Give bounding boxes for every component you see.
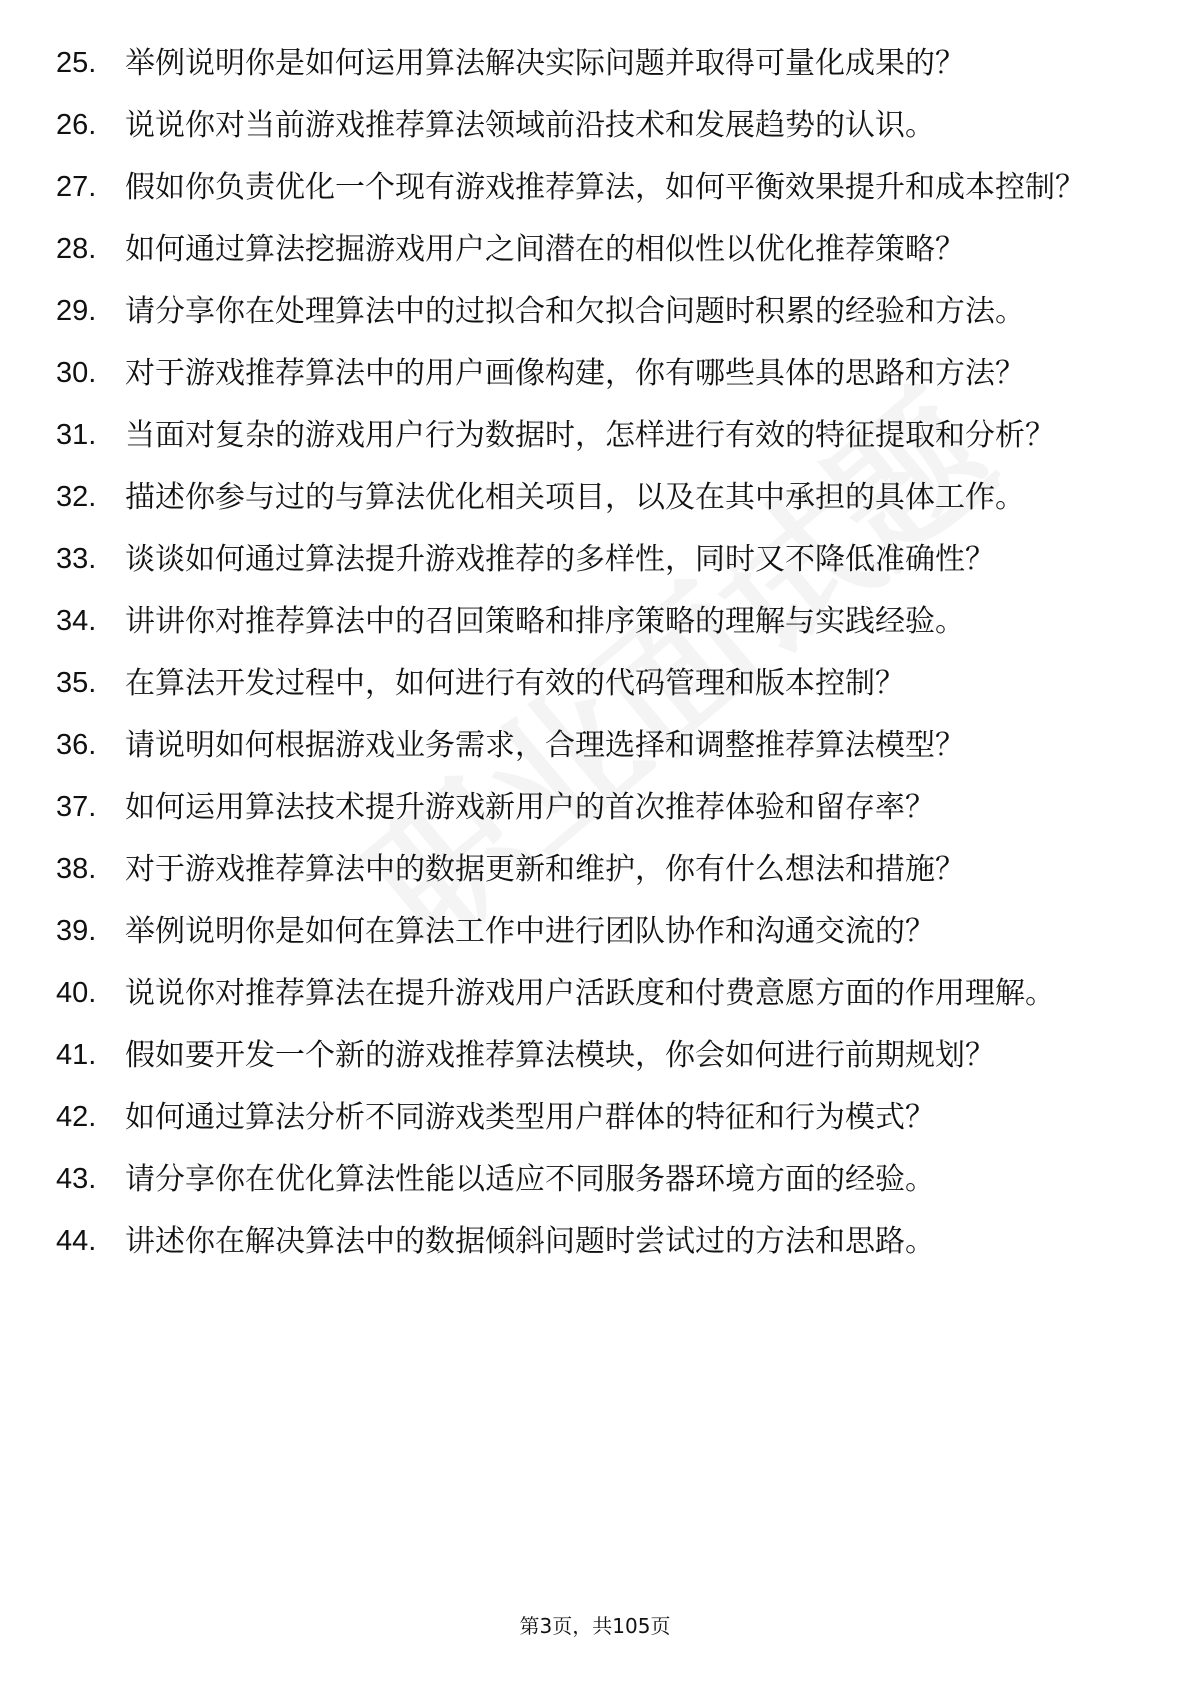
question-number: 33. [56, 543, 97, 575]
question-number: 27. [56, 171, 97, 203]
question-item [0, 230, 1190, 269]
question-number: 31. [56, 419, 97, 451]
question-text: 谈谈如何通过算法提升游戏推荐的多样性，同时又不降低准确性？ [125, 542, 995, 577]
question-list [0, 44, 1190, 1284]
question-text: 假如你负责优化一个现有游戏推荐算法，如何平衡效果提升和成本控制？ [125, 170, 1085, 205]
question-text: 如何通过算法分析不同游戏类型用户群体的特征和行为模式？ [125, 1100, 935, 1135]
question-number: 25. [56, 47, 97, 79]
question-number: 36. [56, 729, 97, 761]
question-text: 举例说明你是如何运用算法解决实际问题并取得可量化成果的？ [125, 46, 965, 81]
question-text: 讲述你在解决算法中的数据倾斜问题时尝试过的方法和思路。 [125, 1224, 935, 1259]
question-text: 对于游戏推荐算法中的数据更新和维护，你有什么想法和措施？ [125, 852, 965, 887]
question-item [0, 292, 1190, 331]
question-number: 37. [56, 791, 97, 823]
question-number: 40. [56, 977, 97, 1009]
question-item [0, 726, 1190, 765]
question-item [0, 540, 1190, 579]
question-number: 42. [56, 1101, 97, 1133]
question-number: 30. [56, 357, 97, 389]
question-item [0, 1222, 1190, 1261]
question-item [0, 1036, 1190, 1075]
question-text: 说说你对推荐算法在提升游戏用户活跃度和付费意愿方面的作用理解。 [125, 976, 1055, 1011]
page-number-footer: 第3页，共105页 [519, 1614, 671, 1638]
question-number: 29. [56, 295, 97, 327]
question-item [0, 416, 1190, 455]
question-text: 如何运用算法技术提升游戏新用户的首次推荐体验和留存率？ [125, 790, 935, 825]
question-item [0, 354, 1190, 393]
question-item [0, 974, 1190, 1013]
question-number: 34. [56, 605, 97, 637]
question-number: 26. [56, 109, 97, 141]
question-number: 28. [56, 233, 97, 265]
question-text: 假如要开发一个新的游戏推荐算法模块，你会如何进行前期规划？ [125, 1038, 995, 1073]
question-text: 当面对复杂的游戏用户行为数据时，怎样进行有效的特征提取和分析？ [125, 418, 1055, 453]
question-item [0, 850, 1190, 889]
question-item [0, 788, 1190, 827]
question-text: 举例说明你是如何在算法工作中进行团队协作和沟通交流的？ [125, 914, 935, 949]
question-item [0, 1160, 1190, 1199]
question-text: 在算法开发过程中，如何进行有效的代码管理和版本控制？ [125, 666, 905, 701]
question-number: 35. [56, 667, 97, 699]
question-number: 44. [56, 1225, 97, 1257]
question-text: 讲讲你对推荐算法中的召回策略和排序策略的理解与实践经验。 [125, 604, 965, 639]
question-number: 43. [56, 1163, 97, 1195]
question-text: 请分享你在优化算法性能以适应不同服务器环境方面的经验。 [125, 1162, 935, 1197]
question-number: 39. [56, 915, 97, 947]
question-item [0, 106, 1190, 145]
question-item [0, 44, 1190, 83]
question-number: 38. [56, 853, 97, 885]
question-text: 请分享你在处理算法中的过拟合和欠拟合问题时积累的经验和方法。 [125, 294, 1025, 329]
question-item [0, 912, 1190, 951]
question-text: 如何通过算法挖掘游戏用户之间潜在的相似性以优化推荐策略？ [125, 232, 965, 267]
question-item [0, 478, 1190, 517]
question-item [0, 168, 1190, 207]
question-number: 32. [56, 481, 97, 513]
question-text: 请说明如何根据游戏业务需求，合理选择和调整推荐算法模型？ [125, 728, 965, 763]
question-text: 对于游戏推荐算法中的用户画像构建，你有哪些具体的思路和方法？ [125, 356, 1025, 391]
question-number: 41. [56, 1039, 97, 1071]
question-item [0, 602, 1190, 641]
question-text: 说说你对当前游戏推荐算法领域前沿技术和发展趋势的认识。 [125, 108, 935, 143]
question-text: 描述你参与过的与算法优化相关项目，以及在其中承担的具体工作。 [125, 480, 1025, 515]
question-item [0, 1098, 1190, 1137]
question-item [0, 664, 1190, 703]
